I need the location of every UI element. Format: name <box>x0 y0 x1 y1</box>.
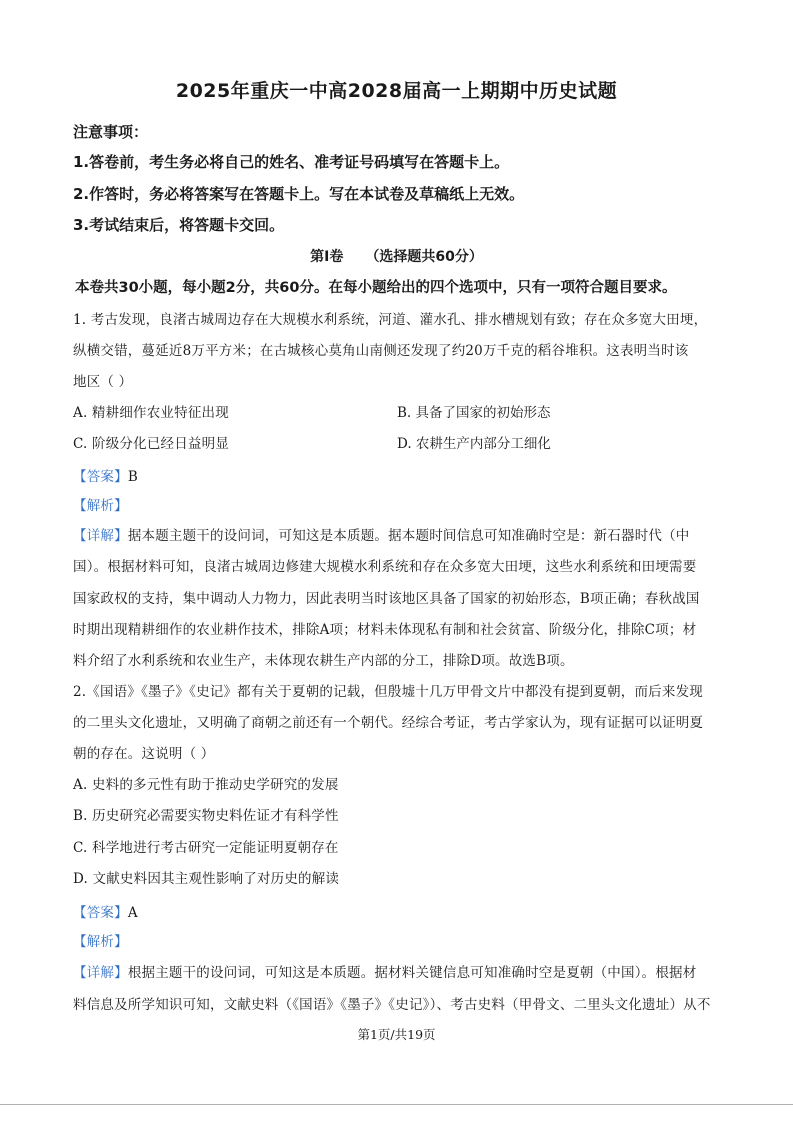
q2-detail-tag: 【详解】 <box>73 965 128 981</box>
q1-answer-tag: 【答案】 <box>73 469 128 485</box>
page-bottom-divider <box>0 1104 793 1105</box>
q1-stem-line-3: 地区（ ） <box>73 374 133 390</box>
q1-answer <box>73 465 138 485</box>
q2-option-a: A. 史料的多元性有助于推动史学研究的发展 <box>73 777 339 793</box>
q2-answer-tag: 【答案】 <box>73 905 128 921</box>
q1-analysis-tag: 【解析】 <box>73 498 128 514</box>
section-title: 第Ⅰ卷 <box>310 249 344 265</box>
q1-detail-line-5: 料介绍了水利系统和农业生产，未体现农耕生产内部的分工，排除D项。故选B项。 <box>73 653 574 669</box>
q2-detail-line-2: 料信息及所学知识可知，文献史料（《国语》《墨子》《史记》）、考古史料（甲骨文、二里头文化遗址）从不 <box>73 997 711 1013</box>
notice-item-2: 2.作答时，务必将答案写在答题卡上。写在本试卷及草稿纸上无效。 <box>73 185 525 203</box>
section-instruction: 本卷共30小题，每小题2分，共60分。在每小题给出的四个选项中，只有一项符合题目要求。 <box>75 280 677 296</box>
section-heading <box>0 246 793 266</box>
q2-option-d: D. 文献史料因其主观性影响了对历史的解读 <box>73 871 340 887</box>
q2-stem-line-1: 2.《国语》《墨子》《史记》都有关于夏朝的记载，但殷墟十几万甲骨文片中都没有提到夏朝，而后来发现 <box>73 684 703 700</box>
q1-detail-line-1 <box>73 524 690 544</box>
q2-option-b: B. 历史研究必需要实物史料佐证才有科学性 <box>73 808 339 824</box>
q2-option-c: C. 科学地进行考古研究一定能证明夏朝存在 <box>73 840 339 856</box>
q2-answer-value: A <box>127 905 138 921</box>
q1-detail-text-1: 据本题主题干的设问词，可知这是本质题。据本题时间信息可知准确时空是：新石器时代（中 <box>127 528 690 544</box>
section-subtitle: （选择题共60分） <box>365 249 483 265</box>
q1-stem-line-2: 纵横交错，蔓延近8万平方米；在古城核心莫角山南侧还发现了约20万千克的稻谷堆积。这表明当时该 <box>73 343 689 359</box>
q1-detail-line-2: 国）。根据材料可知，良渚古城周边修建大规模水利系统和存在众多宽大田埂，这些水利系统和田埂需要 <box>73 559 697 575</box>
document-title: 2025年重庆一中高2028届高一上期期中历史试题 <box>175 80 618 102</box>
notice-heading: 注意事项： <box>73 123 149 141</box>
q2-analysis-tag: 【解析】 <box>73 934 128 950</box>
notice-item-3: 3.考试结束后，将答题卡交回。 <box>73 216 285 234</box>
page-number: 第1页/共19页 <box>357 1027 436 1042</box>
q1-answer-value: B <box>127 469 138 485</box>
q1-detail-line-3: 国家政权的支持，集中调动人力物力，因此表明当时该地区具备了国家的初始形态，B项正确；春秋战国 <box>73 591 700 607</box>
q1-option-d: D. 农耕生产内部分工细化 <box>397 436 551 452</box>
q2-stem-line-3: 朝的存在。这说明（ ） <box>73 746 215 762</box>
q1-detail-line-4: 时期出现精耕细作的农业耕作技术，排除A项；材料未体现私有制和社会贫富、阶级分化，排除C项；材 <box>73 622 697 638</box>
q2-stem-line-2: 的二里头文化遗址，又明确了商朝之前还有一个朝代。经综合考证，考古学家认为，现有证据可以证明夏 <box>73 715 704 731</box>
q1-detail-tag: 【详解】 <box>73 528 128 544</box>
notice-item-1: 1.答卷前，考生务必将自己的姓名、准考证号码填写在答题卡上。 <box>73 153 510 171</box>
q1-stem-line-1: 1. 考古发现，良渚古城周边存在大规模水利系统，河道、灌水孔、排水槽规划有致；存在众多宽大田埂， <box>73 312 708 328</box>
q2-detail-line-1 <box>73 961 696 981</box>
q1-option-c: C. 阶级分化已经日益明显 <box>73 436 230 452</box>
q2-answer <box>73 901 138 921</box>
q1-option-b: B. 具备了国家的初始形态 <box>397 405 551 421</box>
q1-option-a: A. 精耕细作农业特征出现 <box>73 405 229 421</box>
q2-detail-text-1: 根据主题干的设问词，可知这是本质题。据材料关键信息可知准确时空是夏朝（中国）。根据材 <box>127 965 697 981</box>
